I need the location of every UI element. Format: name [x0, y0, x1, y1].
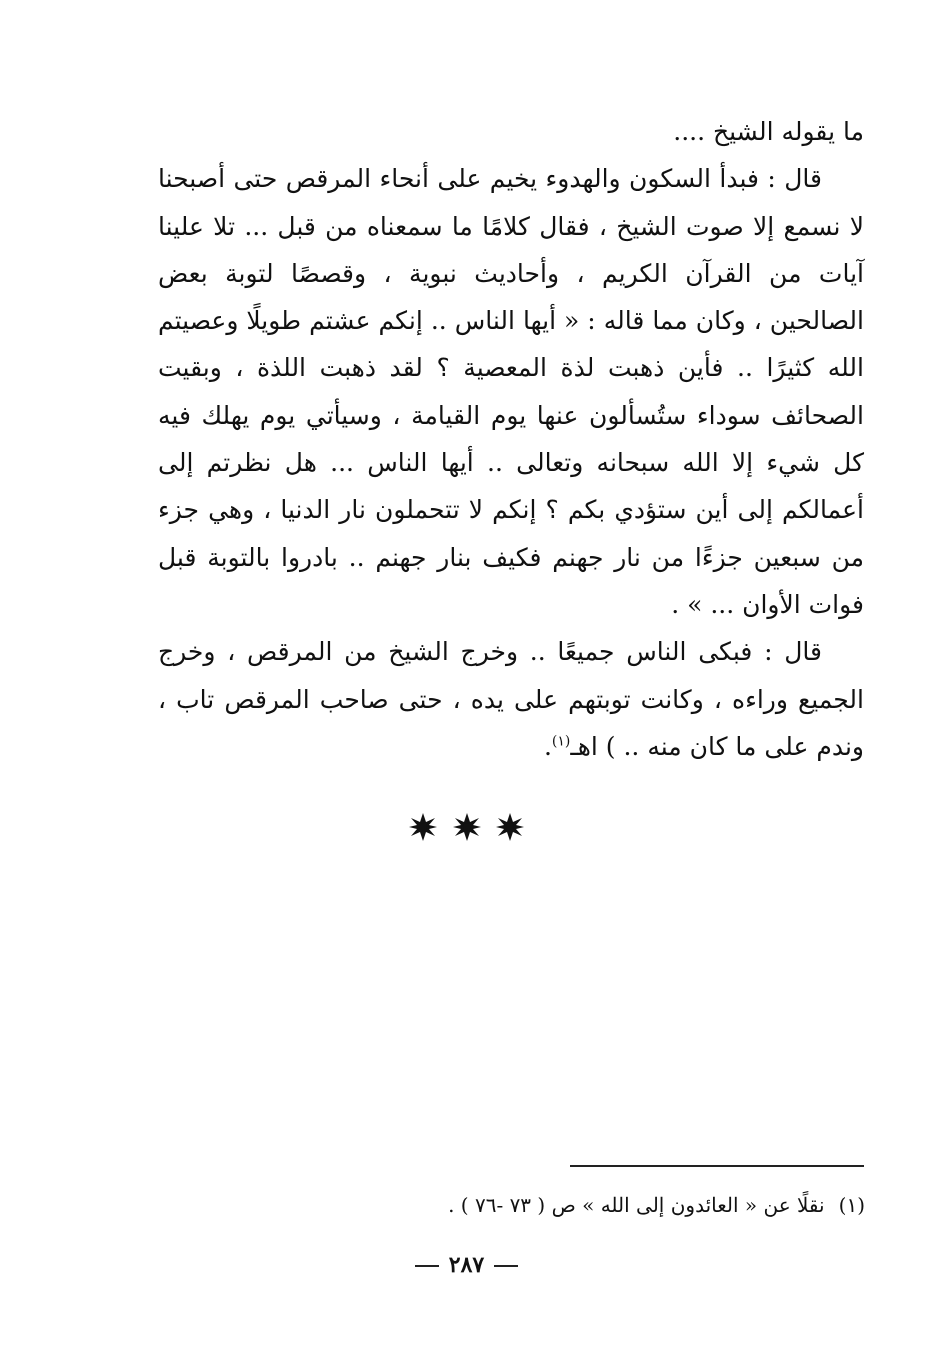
- paragraph-1: [158, 108, 864, 155]
- star-ornament-icon: [495, 812, 525, 842]
- page-number-text: ٢٨٧: [448, 1252, 485, 1278]
- paragraph-2: [158, 155, 864, 628]
- paragraph-3: [158, 628, 864, 770]
- paragraph-3-text: قال : فبكى الناس جميعًا .. وخرج الشيخ من المرقص ، وخرج الجميع وراءه ، وكانت توبتهم على يده ، حتى صاحب المرقص تاب ، وندم على ما كان منه .. ) اهـ: [158, 637, 864, 761]
- dash: [415, 1265, 439, 1267]
- star-ornament-icon: [452, 812, 482, 842]
- star-ornament-icon: [408, 812, 438, 842]
- main-text: [158, 108, 864, 770]
- footnote-text: نقلًا عن « العائدون إلى الله » ص ( ٧٣ -٧٦ ) .: [448, 1193, 825, 1217]
- section-divider-ornaments: [0, 812, 933, 846]
- dash: [494, 1265, 518, 1267]
- paragraph-2-text: قال : فبدأ السكون والهدوء يخيم على أنحاء المرقص حتى أصبحنا لا نسمع إلا صوت الشيخ ، فقال كلامًا ما سمعناه من قبل ... تلا علينا آيات من القرآن الكريم ، وأحاديث نبوية ، وقصصًا لتوبة بعض الصالحين ، وكان مما قاله : « أيها الناس .. إنكم عشتم طويلًا وعصيتم الله كثيرًا .. فأين ذهبت لذة المعصية ؟ لقد ذهبت اللذة ، وبقيت الصحائف سوداء ستُسألون عنها يوم القيامة ، وسيأتي يوم يهلك فيه كل شيء إلا الله سبحانه وتعالى .. أيها الناس ... هل نظرتم إلى أعمالكم إلى أين ستؤدي بكم ؟ إنكم لا تتحملون نار الدنيا ، وهي جزء من سبعين جزءًا من نار جهنم فكيف بنار جهنم .. بادروا بالتوبة قبل فوات الأوان ... » .: [158, 164, 864, 619]
- footnote-number: (١): [838, 1193, 865, 1217]
- footnote: [300, 1188, 865, 1222]
- paragraph-1-text: ما يقوله الشيخ ....: [673, 117, 864, 146]
- page-number: [0, 1252, 933, 1278]
- footnote-reference: (١): [551, 733, 571, 750]
- footnote-separator: [570, 1165, 864, 1167]
- paragraph-3-end: .: [543, 731, 552, 761]
